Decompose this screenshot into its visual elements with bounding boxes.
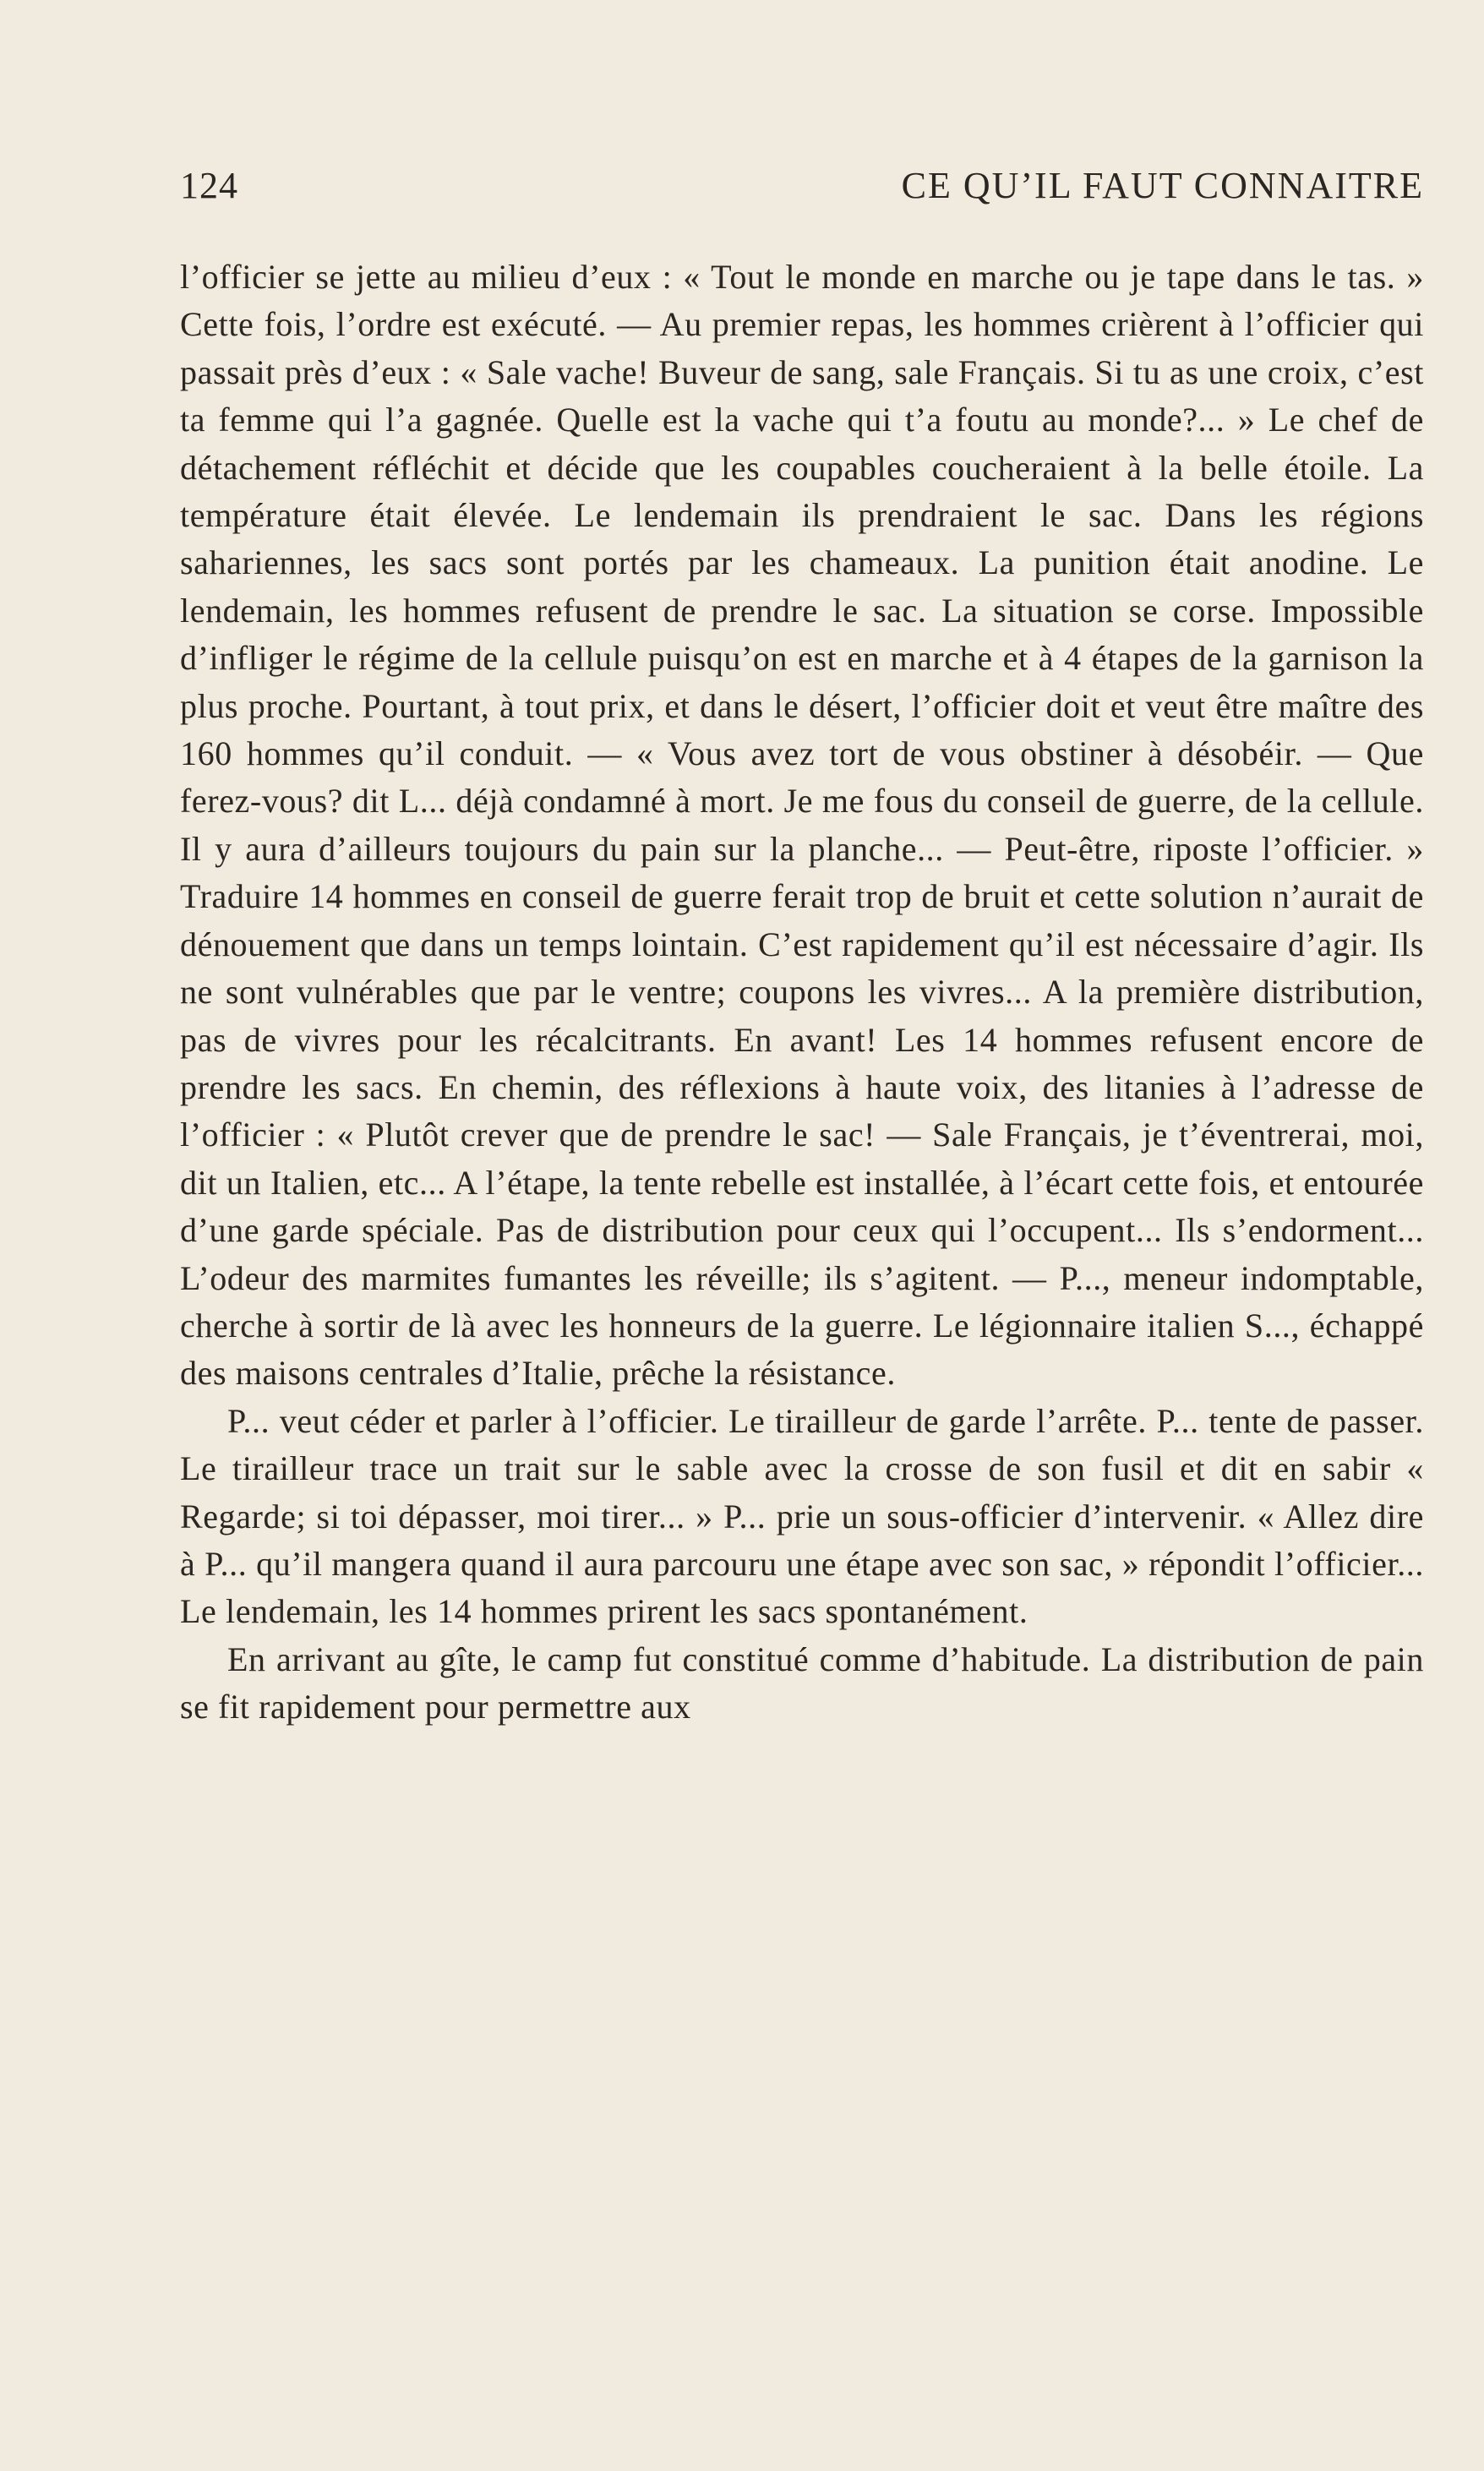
running-head	[180, 161, 1424, 211]
running-title: CE QU’IL FAUT CONNAITRE	[901, 165, 1424, 206]
paragraph-1: l’officier se jette au milieu d’eux : « Tout le monde en marche ou je tape dans le tas. » Cette fois, l’ordre est exécuté. — Au premier repas, les hommes crièrent à l’officier qui passait près d’eux : « Sale vache! Buveur de sang, sale Français. Si tu as une croix, c’est ta femme qui l’a gagnée. Quelle est la vache qui t’a foutu au monde?... » Le chef de détachement réfléchit et décide que les coupables coucheraient à la belle étoile. La température était élevée. Le lendemain ils prendraient le sac. Dans les régions sahariennes, les sacs sont portés par les chameaux. La punition était anodine. Le lendemain, les hommes refusent de prendre le sac. La situation se corse. Impossible d’infliger le régime de la cellule puisqu’on est en marche et à 4 étapes de la garnison la plus proche. Pourtant, à tout prix, et dans le désert, l’officier doit et veut être maître des 160 hommes qu’il conduit. — « Vous avez tort de vous obstiner à désobéir. — Que ferez-vous? dit L... déjà condamné à mort. Je me fous du conseil de guerre, de la cellule. Il y aura d’ailleurs toujours du pain sur la planche... — Peut-être, riposte l’officier. » Traduire 14 hommes en conseil de guerre ferait trop de bruit et cette solution n’aurait de dénouement que dans un temps lointain. C’est rapidement qu’il est nécessaire d’agir. Ils ne sont vulnérables que par le ventre; coupons les vivres... A la première distribution, pas de vivres pour les récalcitrants. En avant! Les 14 hommes refusent encore de prendre les sacs. En chemin, des réflexions à haute voix, des litanies à l’adresse de l’officier : « Plutôt crever que de prendre le sac! — Sale Français, je t’éventrerai, moi, dit un Italien, etc... A l’étape, la tente rebelle est installée, à l’écart cette fois, et entourée d’une garde spéciale. Pas de distribution pour ceux qui l’occupent... Ils s’endorment... L’odeur des marmites fumantes les réveille; ils s’agitent. — P..., meneur indomptable, cherche à sortir de là avec les honneurs de la guerre. Le légionnaire italien S..., échappé des maisons centrales d’Italie, prêche la résistance.	[180, 258, 1424, 1393]
body-text	[180, 254, 1424, 1732]
page-number: 124	[180, 165, 238, 206]
paragraph-3: En arrivant au gîte, le camp fut constitué comme d’habitude. La distribution de pain se fit rapidement pour permettre aux	[180, 1639, 1424, 1726]
paragraph-2: P... veut céder et parler à l’officier. Le tirailleur de garde l’arrête. P... tente de passer. Le tirailleur trace un trait sur le sable avec la crosse de son fusil et dit en sabir « Regarde; si toi dépasser, moi tirer... » P... prie un sous-officier d’intervenir. « Allez dire à P... qu’il mangera quand il aura parcouru une étape avec son sac, » répondit l’officier... Le lendemain, les 14 hommes prirent les sacs spontanément.	[180, 1401, 1424, 1631]
